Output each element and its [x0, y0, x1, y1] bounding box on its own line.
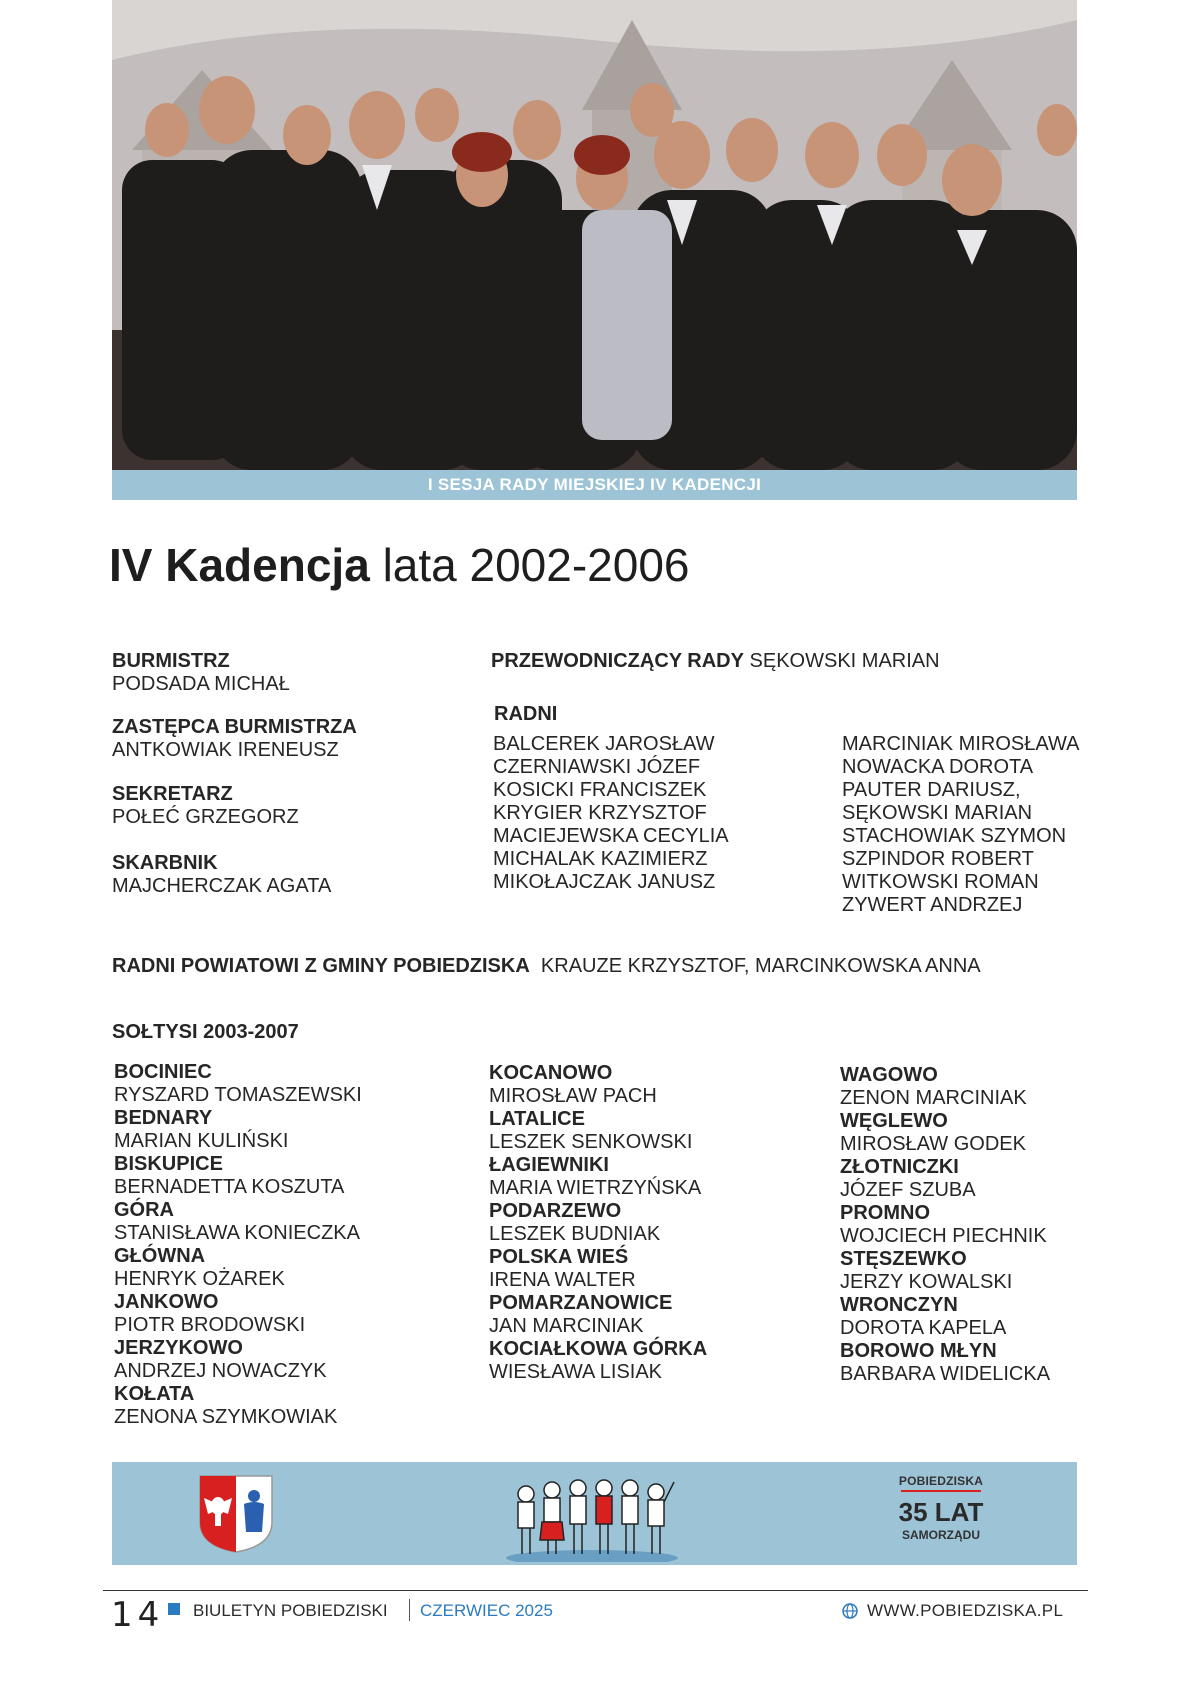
village-name: POMARZANOWICE — [489, 1292, 673, 1314]
chairman-label: PRZEWODNICZĄCY RADY — [491, 650, 744, 672]
village-name: PROMNO — [840, 1202, 930, 1224]
official-name-treasurer: MAJCHERCZAK AGATA — [112, 875, 332, 897]
issue-date: CZERWIEC 2025 — [420, 1601, 553, 1620]
publication-name: BIULETYN POBIEDZISKI — [193, 1601, 388, 1620]
group-photo-illustration — [112, 0, 1077, 470]
village-name: GŁÓWNA — [114, 1245, 206, 1267]
official-name-deputy: ANTKOWIAK IRENEUSZ — [112, 739, 339, 761]
soltys-name: LESZEK SENKOWSKI — [489, 1131, 693, 1153]
village-name: BOCINIEC — [114, 1061, 212, 1083]
village-name: WĘGLEWO — [840, 1110, 948, 1132]
soltys-name: JÓZEF SZUBA — [840, 1179, 976, 1201]
village-name: PODARZEWO — [489, 1200, 622, 1222]
anniversary-band — [112, 1462, 1077, 1565]
soltysi-label: SOŁTYSI 2003-2007 — [112, 1021, 299, 1043]
councillor: MACIEJEWSKA CECYLIA — [493, 825, 729, 847]
page-title — [109, 537, 690, 593]
village-name: JERZYKOWO — [114, 1337, 243, 1359]
soltys-name: MIROSŁAW PACH — [489, 1085, 657, 1107]
page-number: 14 — [111, 1595, 165, 1635]
soltys-name: WOJCIECH PIECHNIK — [840, 1225, 1047, 1247]
village-name: WAGOWO — [840, 1064, 938, 1086]
soltys-name: HENRYK OŻAREK — [114, 1268, 285, 1290]
councillor: WITKOWSKI ROMAN — [842, 871, 1039, 893]
soltys-name: JERZY KOWALSKI — [840, 1271, 1013, 1293]
badge-divider — [901, 1490, 981, 1492]
councillor: NOWACKA DOROTA — [842, 756, 1034, 778]
councillor: KOSICKI FRANCISZEK — [493, 779, 707, 801]
councillor: BALCEREK JAROSŁAW — [493, 733, 715, 755]
title-light: lata 2002-2006 — [382, 539, 690, 591]
people-illustration-icon — [504, 1470, 680, 1562]
councillor: STACHOWIAK SZYMON — [842, 825, 1067, 847]
badge-years: 35 LAT — [898, 1497, 984, 1527]
soltys-name: MARIAN KULIŃSKI — [114, 1130, 289, 1152]
soltys-name: ANDRZEJ NOWACZYK — [114, 1360, 327, 1382]
soltys-name: MARIA WIETRZYŃSKA — [489, 1177, 702, 1199]
footer-rule — [103, 1590, 1088, 1591]
badge-subtitle: SAMORZĄDU — [902, 1528, 980, 1542]
footer-square-icon — [168, 1603, 180, 1615]
councillor: CZERNIAWSKI JÓZEF — [493, 756, 701, 778]
council-chairman — [491, 650, 940, 673]
soltys-name: LESZEK BUDNIAK — [489, 1223, 661, 1245]
soltysi-column-3 — [840, 1064, 1050, 1386]
soltys-name: MIROSŁAW GODEK — [840, 1133, 1026, 1155]
title-bold: IV Kadencja — [109, 539, 370, 591]
official-role-treasurer: SKARBNIK — [112, 852, 218, 874]
village-name: KOŁATA — [114, 1383, 195, 1405]
soltys-name: WIESŁAWA LISIAK — [489, 1361, 663, 1383]
village-name: POLSKA WIEŚ — [489, 1246, 629, 1268]
councillor: SZPINDOR ROBERT — [842, 848, 1034, 870]
village-name: ŁAGIEWNIKI — [489, 1154, 609, 1176]
county-label: RADNI POWIATOWI Z GMINY POBIEDZISKA — [112, 955, 530, 977]
councillor: MICHALAK KAZIMIERZ — [493, 848, 708, 870]
badge-city: POBIEDZISKA — [898, 1474, 984, 1488]
soltys-name: BARBARA WIDELICKA — [840, 1363, 1051, 1385]
councillors-label: RADNI — [494, 703, 558, 725]
county-names: KRAUZE KRZYSZTOF, MARCINKOWSKA ANNA — [540, 955, 981, 977]
village-name: KOCIAŁKOWA GÓRKA — [489, 1338, 708, 1360]
village-name: BISKUPICE — [114, 1153, 223, 1175]
official-role-secretary: SEKRETARZ — [112, 783, 233, 805]
soltysi-column-1 — [114, 1061, 362, 1429]
councillor: SĘKOWSKI MARIAN — [842, 802, 1033, 824]
official-name-mayor: PODSADA MICHAŁ — [112, 673, 290, 695]
official-name-secretary: POŁEĆ GRZEGORZ — [112, 806, 299, 828]
official-role-deputy: ZASTĘPCA BURMISTRZA — [112, 716, 357, 738]
official-role-mayor: BURMISTRZ — [112, 650, 230, 672]
village-name: STĘSZEWKO — [840, 1248, 967, 1270]
soltys-name: ZENON MARCINIAK — [840, 1087, 1027, 1109]
footer-separator — [409, 1599, 410, 1621]
soltys-name: DOROTA KAPELA — [840, 1317, 1007, 1339]
village-name: WRONCZYN — [840, 1294, 958, 1316]
soltysi-column-2 — [489, 1062, 707, 1384]
village-name: BEDNARY — [114, 1107, 213, 1129]
soltys-name: ZENONA SZYMKOWIAK — [114, 1406, 338, 1428]
councillor: MARCINIAK MIROSŁAWA — [842, 733, 1080, 755]
village-name: LATALICE — [489, 1108, 585, 1130]
soltys-name: BERNADETTA KOSZUTA — [114, 1176, 345, 1198]
photo-caption: I SESJA RADY MIEJSKIEJ IV KADENCJI — [112, 470, 1077, 500]
councillor: MIKOŁAJCZAK JANUSZ — [493, 871, 716, 893]
soltys-name: IRENA WALTER — [489, 1269, 636, 1291]
soltys-name: PIOTR BRODOWSKI — [114, 1314, 306, 1336]
councillors-list-1 — [493, 733, 729, 894]
councillor: KRYGIER KRZYSZTOF — [493, 802, 707, 824]
councillor: ZYWERT ANDRZEJ — [842, 894, 1023, 916]
village-name: KOCANOWO — [489, 1062, 613, 1084]
chairman-name: SĘKOWSKI MARIAN — [749, 650, 940, 672]
village-name: JANKOWO — [114, 1291, 219, 1313]
councillor: PAUTER DARIUSZ, — [842, 779, 1021, 801]
soltys-name: RYSZARD TOMASZEWSKI — [114, 1084, 362, 1106]
village-name: ZŁOTNICZKI — [840, 1156, 959, 1178]
village-name: GÓRA — [114, 1199, 174, 1221]
globe-icon — [842, 1603, 858, 1619]
soltys-name: JAN MARCINIAK — [489, 1315, 644, 1337]
county-councillors — [112, 955, 981, 978]
village-name: BOROWO MŁYN — [840, 1340, 997, 1362]
councillors-list-2 — [842, 733, 1079, 917]
council-group-photo — [112, 0, 1077, 470]
anniversary-badge — [881, 1474, 1001, 1542]
soltys-name: STANISŁAWA KONIECZKA — [114, 1222, 360, 1244]
coat-of-arms-icon — [198, 1474, 274, 1554]
website-link[interactable]: WWW.POBIEDZISKA.PL — [867, 1601, 1064, 1620]
